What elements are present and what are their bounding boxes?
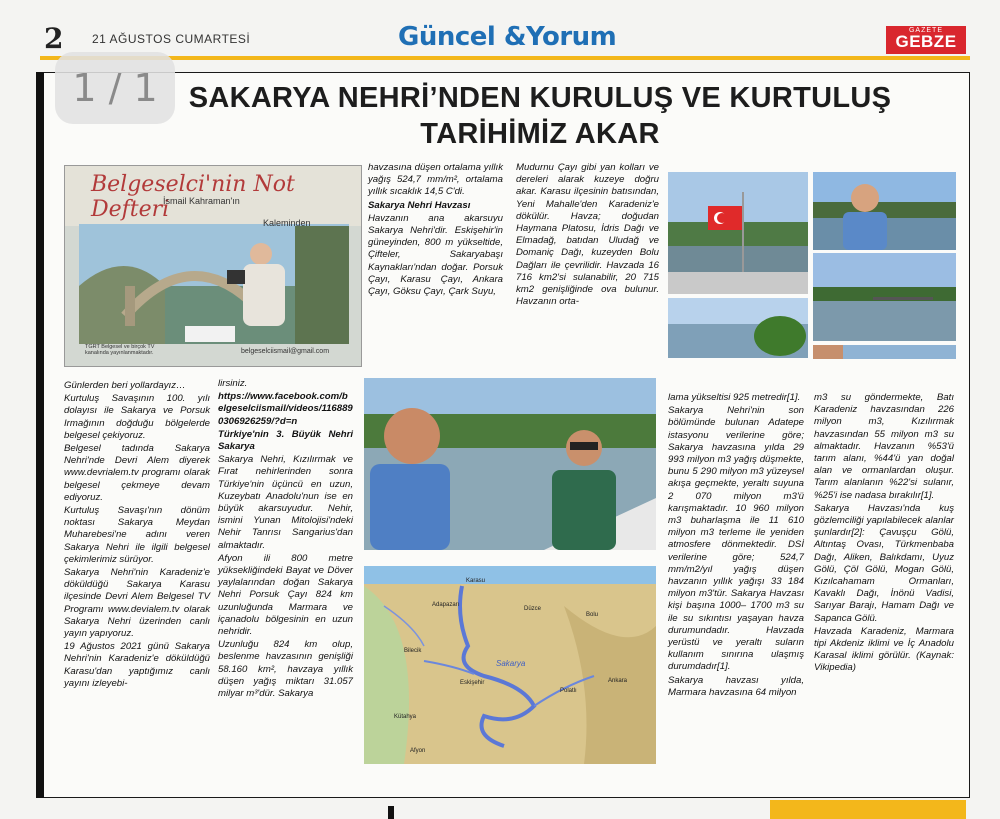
- paragraph: Sakarya Nehri, Kızılırmak ve Fırat nehirlerinden sonra Türkiye'nin üçüncü en uzun, Kuzeybatı Anadolu'nun ise en büyük akarsuyudur. Nehir, ismini Yunan Mitolojisi'ndeki Nehir Tanrısı Sangarius'dan almaktadır.: [218, 454, 353, 551]
- photo-men-on-boat: [364, 378, 656, 550]
- header-rule: [40, 56, 970, 60]
- text-column-right-1: [668, 392, 804, 700]
- map-label-ankara: Ankara: [608, 678, 628, 684]
- issue-date: 21 AĞUSTOS CUMARTESİ: [92, 32, 251, 46]
- page-indicator[interactable]: 1 / 1: [55, 52, 175, 124]
- page-header: [40, 20, 970, 60]
- paragraph: Günlerden beri yollardayız…: [64, 380, 186, 391]
- photo-river-plant-scene: [668, 298, 808, 358]
- photo-river-bridge: [813, 253, 956, 341]
- headline-line-1: SAKARYA NEHRİ’NDEN KURULUŞ VE KURTULUŞ: [188, 82, 892, 114]
- sakarya-river-map: [364, 566, 656, 764]
- photo-river-bridge-scene: [813, 253, 956, 341]
- paragraph: Kurtuluş Savaşı'nın dönüm noktası Sakarya Meydan Muharebesi'ne adını veren Sakarya Nehri ile ilgili belgesel çekimlerimiz sürüyor.: [64, 505, 210, 565]
- facebook-link: https://www.facebook.com/belgeselciismail/videos/1168890306926259/?d=n: [218, 391, 353, 427]
- paragraph: Belgesel tadında Sakarya Nehri'nde Devri Alem diyerek www.devrialem.tv programı olarak belgesel çekmeye devam ediyoruz.: [64, 443, 210, 503]
- paragraph: Sakarya havzası yılda, Marmara havzasına 64 milyon: [668, 674, 804, 698]
- paragraph: m3 su göndermekte, Batı Karadeniz havzasından 226 milyon m3, Kızılırmak havzasından 55 milyon m3 su almaktadır. Havzanın %53'ü tarım alanı, %44'ü yan doğal alan ve ormanlardan oluşur. Tarım alanlanın %22'si sulanır, %25'i ise nadasa bırakılır[1].: [814, 392, 954, 501]
- text-column-middle: [218, 378, 353, 701]
- bottom-marker: [388, 806, 394, 819]
- headline-line-2: TARİHİMİZ AKAR: [420, 118, 660, 150]
- map-graphic: [364, 566, 656, 764]
- photo-boat-flag: [668, 172, 808, 294]
- map-label-bilecik: Bilecik: [404, 648, 422, 654]
- paragraph: Afyon ili 800 metre yüksekliğindeki Bayat ve Döver yaylalarından doğan Sakarya Nehri Porsuk Çayı 824 km uzunluğunda Marmara ve içanadolu bölgesinin en uzun nehridir.: [218, 552, 353, 638]
- paragraph: Havzada Karadeniz, Marmara tipi Akdeniz iklimi ve İç Anadolu Karasal iklimi görülür. (Kaynak: Vikipedia): [814, 625, 954, 674]
- logo-big-text: GEBZE: [895, 32, 957, 51]
- paragraph: Uzunluğu 824 km olup, beslenme havzasının genişliği 58.160 km², havzaya yıllık düşen yağış miktarı 31.057 milyar m³'dür. Sakarya: [218, 639, 353, 700]
- paragraph: havzasına düşen ortalama yıllık yağış 524,7 mm/m², ortalama yıllık sıcaklık 14,5 C'di.: [368, 162, 503, 198]
- paragraph: Sakarya Havzası'nda kuş gözlemciliği yapılabilecek alanlar şunlardır[2]: Çavuşçu Gölü, Altıntaş Ovası, Türkmenbaba Dağı, Aliken, Balıkdamı, Uyuz Gölü, Çöl Gölü, Mogan Gölü, Kızılcahamam Ormanları, Kavaklı Dağı, İnönü Vadisi, Sarıyar Barajı, Hamam Dağı ve Sapanca Gölü.: [814, 502, 954, 624]
- logo-small-text: GAZETE: [908, 27, 943, 34]
- map-label-bolu: Bolu: [586, 612, 599, 618]
- paragraph: Havzanın ana akarsuyu Sakarya Nehri'dir. Eskişehir'in güneyinden, 800 m yükseltide, Çifteler, Sakaryabaşı Kaynakları'ndan doğar. Porsuk Çayı, Karasu Çayı, Ankara Çayı, Göksu Çayı, Çark Suyu,: [368, 212, 503, 298]
- banner-email: belgeselciismail@gmail.com: [241, 348, 330, 355]
- paragraph: 19 Ağustos 2021 günü Sakarya Nehri'nin Karadeniz'e döküldüğü Karasu'dan yaptığımız canlı yayını izleyebi-: [64, 641, 210, 689]
- text-column-top-2: [516, 162, 659, 309]
- subheading: Türkiye'nin 3. Büyük Nehri Sakarya: [218, 428, 353, 453]
- banner-author-suffix: Kaleminden: [263, 218, 311, 228]
- paragraph: lirsiniz.: [218, 378, 248, 389]
- photo-boat-flag-scene: [668, 172, 808, 294]
- map-label-duzce: Düzce: [524, 606, 542, 612]
- banner-author: İsmail Kahraman'ın: [163, 196, 240, 206]
- map-label-adapazari: Adapazarı: [432, 602, 460, 608]
- map-label-karasu: Karasu: [466, 578, 486, 584]
- photo-men-on-boat-scene: [364, 378, 656, 550]
- bottom-ad-strip: [770, 800, 966, 819]
- section-title: Güncel &Yorum: [398, 22, 617, 52]
- photo-river-shore-scene: [813, 345, 956, 359]
- subheading: Sakarya Nehri Havzası: [368, 199, 471, 211]
- map-label-polatli: Polatlı: [560, 688, 577, 694]
- blog-banner-image: [64, 165, 362, 367]
- paragraph: Mudurnu Çayı gibi yan kolları ve dereleri alarak kuzeye doğru akar. Karasu ilçesinin batısından, Yeni Mahalle'den Karadeniz'e dökülür. Havza; doğudan Haymana Platosu, İdris Dağı ve Elmadağ, batıdan Uludağ ve Domaniç Dağı, kuzeyden Bolu Dağları ile çevrilidir. Havzada 16 716 km2'si sulanabilir, 20 715 km2 genişliğinde ova bulunur. Havzanın orta-: [516, 162, 659, 308]
- photo-river-shore: [813, 345, 956, 359]
- paragraph: Kurtuluş Savaşının 100. yılı dolayısı ile Sakarya ve Porsuk Irmağının doğduğu bölgelerde belgesel çekiyoruz.: [64, 393, 210, 441]
- banner-footer-text: TGRT Belgesel ve birçok TV kanalında yayınlanmaktadır.: [85, 344, 155, 356]
- paragraph: lama yükseltisi 925 metredir[1].: [668, 392, 801, 403]
- photo-man-river-scene: [813, 172, 956, 250]
- photo-river-plant: [668, 298, 808, 358]
- map-label-kutahya: Kütahya: [394, 714, 417, 720]
- photo-man-river: [813, 172, 956, 250]
- map-label-eskisehir: Eskişehir: [460, 680, 485, 686]
- article-left-bar: [36, 72, 44, 798]
- paragraph: Sakarya Nehri'nin son bölümünde bulunan Adatepe istasyonu verilerine göre; Sakarya havzasına yılda 29 993 milyon m3 yağış düşmekte, bunu 5 290 milyon m3 yüzeysel akışa geçmekte, yeraltı suyuna 2 070 milyon m3'ü karışmaktadır. 10 960 milyon m3 buharlaşma ile 11 610 milyon m3 terleme ile yeniden atmosfere dönmektedir. DSİ verilerine göre; 524,7 mm/m2/yıl yağış düşen havzanın yıllık yağışı 33 184 milyon m3'tür. Sakarya Havzası kişi başına 1000– 1700 m3 su ile su sıkıntısı yaşayan havza durumundadır. Havzada yerüstü ve yeraltı suların kullanım sınırına ulaşmış durumdadır[1].: [668, 405, 804, 673]
- text-column-right-2: [814, 392, 954, 676]
- text-column-top-1: [368, 162, 503, 299]
- article-headline: [150, 80, 930, 152]
- paragraph: Sakarya Nehri'nin Karadeniz'e döküldüğü Sakarya Karasu ilçesinde Devri Alem Belgesel TV Programı www.devialem.tv olarak Sakarya Nehri üzerinden canlı yayın yapıyoruz.: [64, 567, 210, 640]
- banner-title: Belgeselci'nin Not Defteri: [91, 172, 295, 222]
- page-number: 2: [44, 22, 64, 55]
- map-label-afyon: Afyon: [410, 748, 426, 754]
- gebze-logo: [886, 26, 966, 54]
- text-column-left: [64, 380, 210, 691]
- map-label-sakarya: Sakarya: [496, 659, 526, 668]
